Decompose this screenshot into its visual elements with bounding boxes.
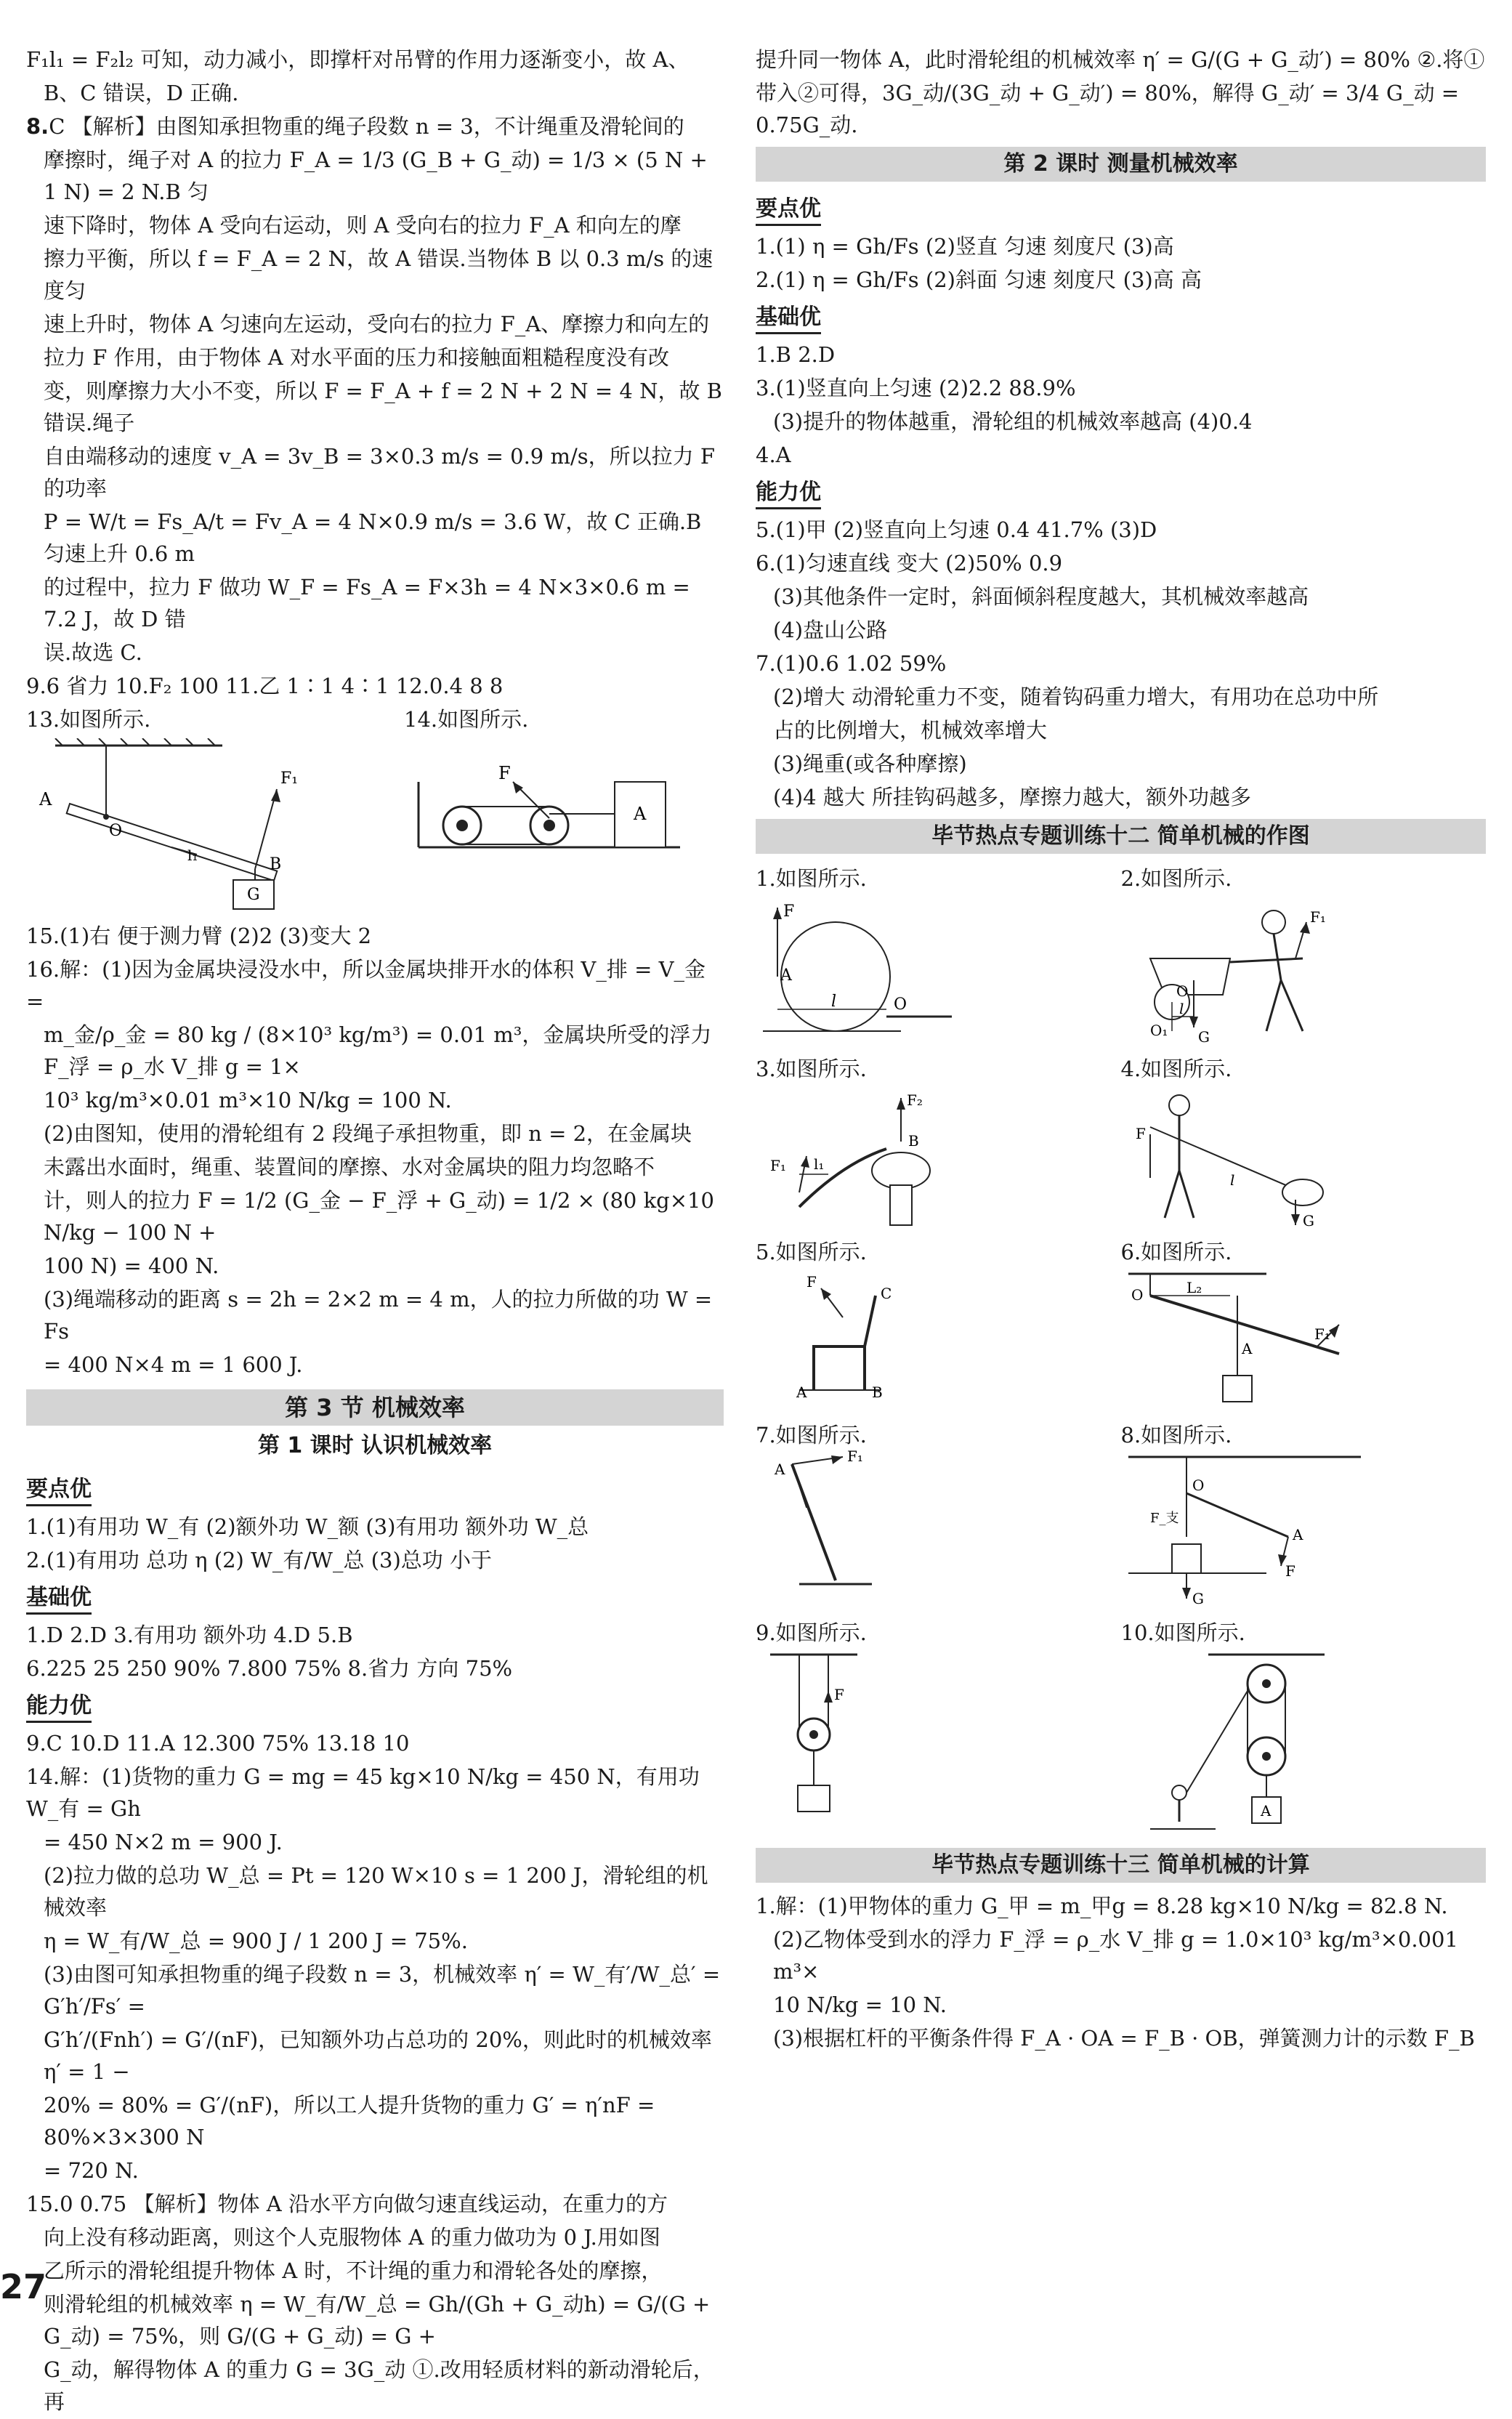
svg-text:A: A	[1292, 1526, 1303, 1543]
subhead-yaodian: 要点优	[26, 1475, 92, 1506]
svg-text:G: G	[247, 886, 260, 904]
caption: 4.如图所示.	[1120, 1057, 1232, 1081]
svg-text:B: B	[270, 855, 282, 873]
text-line: 摩擦时，绳子对 A 的拉力 F_A = 1/3 (G_B + G_动) = 1/3 × (5 N + 1 N) = 2 N.B 匀	[44, 148, 708, 204]
svg-text:O: O	[1192, 1477, 1204, 1494]
svg-text:F_支: F_支	[1149, 1511, 1179, 1526]
text-line: 计，则人的拉力 F = 1/2 (G_金 − F_浮 + G_动) = 1/2 × (80 kg×10 N/kg − 100 N +	[44, 1188, 714, 1245]
chair-diagram-5	[756, 1267, 974, 1405]
svg-text:F: F	[806, 1273, 817, 1291]
caption: 9.如图所示.	[756, 1620, 867, 1645]
svg-text:O₁: O₁	[1149, 1022, 1168, 1039]
text-line: 带入②可得，3G_动/(3G_动 + G_动′) = 80%，解得 G_动′ = 3/4 G_动 = 0.75G_动.	[756, 81, 1460, 137]
text-line: G_动，解得物体 A 的重力 G = 3G_动 ①.改用轻质材料的新动滑轮后，再	[44, 2357, 714, 2414]
svg-text:F: F	[783, 902, 795, 921]
question-number: 8.	[26, 114, 49, 139]
subhead-jichu: 基础优	[756, 303, 821, 334]
special-topic-title: 毕节热点专题训练十三 简单机械的计算	[756, 1848, 1486, 1883]
text-line: 16.解：(1)因为金属块浸没水中，所以金属块排开水的体积 V_排 = V_金 =	[26, 957, 706, 1014]
subhead-yaodian: 要点优	[756, 195, 821, 226]
svg-text:O: O	[109, 822, 123, 840]
svg-text:A: A	[634, 804, 647, 824]
text-line: 误.故选 C.	[44, 640, 142, 665]
wheelbarrow-diagram-2	[1121, 893, 1339, 1046]
text-line: 拉力 F 作用，由于物体 A 对水平面的压力和接触面粗糙程度没有改	[44, 345, 669, 370]
text-line: 1.解：(1)甲物体的重力 G_甲 = m_甲g = 8.28 kg×10 N/kg = 82.8 N.	[756, 1894, 1448, 1918]
text-line: 7.(1)0.6 1.02 59%	[756, 651, 947, 676]
svg-text:G: G	[1197, 1028, 1210, 1046]
svg-text:F₁: F₁	[1314, 1325, 1330, 1343]
text-line: (3)其他条件一定时，斜面倾斜程度越大，其机械效率越高	[773, 584, 1309, 609]
text-line: G′h′/(Fnh′) = G′/(nF)，已知额外功占总功的 20%，则此时的机械效率 η′ = 1 −	[44, 2027, 712, 2084]
lever-diagram-13	[26, 738, 331, 913]
text-line: 擦力平衡，所以 f = F_A = 2 N，故 A 错误.当物体 B 以 0.3 m/s 的速度匀	[44, 246, 713, 303]
svg-text:O: O	[894, 996, 907, 1014]
svg-text:B: B	[908, 1132, 919, 1150]
text-line: 10³ kg/m³×0.01 m³×10 N/kg = 100 N.	[44, 1088, 452, 1112]
text-line: (3)根据杠杆的平衡条件得 F_A · OA = F_B · OB，弹簧测力计的示数 F_B	[773, 2026, 1475, 2051]
svg-text:l₁: l₁	[814, 1155, 825, 1173]
section-title: 第 3 节 机械效率	[26, 1389, 724, 1426]
pump-diagram-3	[756, 1083, 974, 1229]
text-line: (3)提升的物体越重，滑轮组的机械效率越高 (4)0.4	[773, 409, 1253, 434]
right-column	[756, 44, 1486, 2056]
text-line: = 400 N×4 m = 1 600 J.	[44, 1352, 303, 1377]
text-line: 6.(1)匀速直线 变大 (2)50% 0.9	[756, 551, 1063, 576]
text-line: 占的比例增大，机械效率增大	[773, 718, 1048, 743]
svg-text:l: l	[831, 993, 837, 1011]
text-line: 5.(1)甲 (2)竖直向上匀速 0.4 41.7% (3)D	[756, 517, 1157, 542]
text-line: 变，则摩擦力大小不变，所以 F = F_A + f = 2 N + 2 N = 4 N，故 B 错误.绳子	[44, 379, 722, 435]
diagram-grid	[756, 861, 1486, 1842]
pulley-diagram-9	[756, 1647, 974, 1822]
svg-text:F₁: F₁	[1309, 908, 1326, 926]
special-topic-title: 毕节热点专题训练十二 简单机械的作图	[756, 819, 1486, 854]
caption: 1.如图所示.	[756, 866, 867, 891]
subhead-jichu: 基础优	[26, 1583, 92, 1615]
svg-text:G: G	[1302, 1212, 1314, 1229]
caption: 8.如图所示.	[1120, 1423, 1232, 1447]
text-line: 自由端移动的速度 v_A = 3v_B = 3×0.3 m/s = 0.9 m/s，所以拉力 F 的功率	[44, 444, 715, 501]
svg-text:l₁: l₁	[187, 847, 198, 864]
svg-text:F: F	[498, 763, 511, 783]
caption: 6.如图所示.	[1120, 1240, 1232, 1264]
svg-text:l: l	[1179, 1000, 1184, 1017]
text-line: F₁l₁ = F₂l₂ 可知，动力减小，即撑杆对吊臂的作用力逐渐变小，故 A、	[26, 47, 690, 72]
caption: 14.如图所示.	[404, 707, 529, 732]
text-line: (2)增大 动滑轮重力不变，随着钩码重力增大，有用功在总功中所	[773, 684, 1379, 709]
caption: 13.如图所示.	[26, 707, 151, 732]
text-line: (2)拉力做的总功 W_总 = Pt = 120 W×10 s = 1 200 J，滑轮组的机械效率	[44, 1863, 708, 1920]
svg-text:A: A	[780, 966, 792, 985]
text-line: 1.D 2.D 3.有用功 额外功 4.D 5.B	[26, 1623, 353, 1647]
svg-text:F: F	[1135, 1125, 1146, 1142]
text-line: 速上升时，物体 A 匀速向左运动，受向右的拉力 F_A、摩擦力和向左的	[44, 312, 710, 336]
text-line: = 450 N×2 m = 900 J.	[44, 1830, 283, 1854]
text-line: (4)4 越大 所挂钩码越多，摩擦力越大，额外功越多	[773, 785, 1251, 809]
caption: 5.如图所示.	[756, 1240, 867, 1264]
worker-rope-diagram-4	[1121, 1083, 1339, 1229]
caption: 7.如图所示.	[756, 1423, 867, 1447]
svg-text:F₁: F₁	[847, 1450, 863, 1465]
text-line: 的过程中，拉力 F 做功 W_F = Fs_A = F×3h = 4 N×3×0.6 m = 7.2 J，故 D 错	[44, 575, 690, 631]
pulley-diagram-10	[1121, 1647, 1368, 1836]
lesson-title: 第 2 课时 测量机械效率	[756, 147, 1486, 182]
svg-text:l: l	[1229, 1171, 1234, 1189]
text-line: 15.0 0.75 【解析】物体 A 沿水平方向做匀速直线运动，在重力的方	[26, 2192, 668, 2216]
text-line: 乙所示的滑轮组提升物体 A 时，不计绳的重力和滑轮各处的摩擦，	[44, 2258, 663, 2283]
left-column	[26, 44, 724, 2419]
text-line: 9.C 10.D 11.A 12.300 75% 13.18 10	[26, 1731, 410, 1756]
text-line: η = W_有/W_总 = 900 J / 1 200 J = 75%.	[44, 1929, 468, 1953]
text-line: 1.(1)有用功 W_有 (2)额外功 W_额 (3)有用功 额外功 W_总	[26, 1514, 589, 1539]
text-line: (3)由图可知承担物重的绳子段数 n = 3，机械效率 η′ = W_有′/W_总′ = G′h′/Fs′ =	[44, 1962, 721, 2019]
pulley-diagram-14	[404, 738, 695, 869]
text-line: = 720 N.	[44, 2158, 139, 2183]
lever-diagram-6	[1121, 1267, 1368, 1412]
label-A: A	[39, 789, 52, 809]
text-line: 向上没有移动距离，则这个人克服物体 A 的重力做功为 0 J.用如图	[44, 2225, 660, 2250]
svg-text:A: A	[1241, 1340, 1252, 1357]
svg-text:F: F	[1285, 1562, 1295, 1580]
text-line: 1.B 2.D	[756, 342, 836, 367]
svg-text:G: G	[1192, 1590, 1204, 1607]
text-line: 1.(1) η = Gh/Fs (2)竖直 匀速 刻度尺 (3)高	[756, 234, 1174, 259]
text-line: 2.(1) η = Gh/Fs (2)斜面 匀速 刻度尺 (3)高 高	[756, 267, 1202, 292]
text-line: 未露出水面时，绳重、装置间的摩擦、水对金属块的阻力均忽略不	[44, 1155, 655, 1179]
text-line: B、C 错误，D 正确.	[44, 81, 239, 105]
svg-text:F₁: F₁	[280, 770, 299, 788]
text-line: 速下降时，物体 A 受向右运动，则 A 受向右的拉力 F_A 和向左的摩	[44, 213, 682, 238]
svg-text:O: O	[1131, 1286, 1143, 1304]
svg-text:F: F	[834, 1686, 844, 1703]
svg-text:L₂: L₂	[1186, 1279, 1202, 1296]
svg-text:F₂: F₂	[907, 1091, 923, 1109]
text-line: 2.(1)有用功 总功 η (2) W_有/W_总 (3)总功 小于	[26, 1548, 492, 1572]
text-line: (2)乙物体受到水的浮力 F_浮 = ρ_水 V_排 g = 1.0×10³ kg/m³×0.001 m³×	[773, 1927, 1458, 1984]
page-number: 27	[0, 2267, 47, 2306]
text-line: 则滑轮组的机械效率 η = W_有/W_总 = Gh/(Gh + G_动h) = G/(G + G_动) = 75%，则 G/(G + G_动) = G +	[44, 2292, 711, 2349]
svg-text:A: A	[796, 1384, 807, 1401]
svg-text:C: C	[881, 1285, 892, 1302]
subhead-nengli: 能力优	[26, 1692, 92, 1723]
pole-diagram-7	[756, 1450, 974, 1595]
text-line: 9.6 省力 10.F₂ 100 11.乙 1∶1 4∶1 12.0.4 8 8	[26, 674, 504, 698]
lever-diagram-8	[1121, 1450, 1368, 1610]
text-line: 14.解：(1)货物的重力 G = mg = 45 kg×10 N/kg = 450 N，有用功 W_有 = Gh	[26, 1764, 700, 1821]
caption: 2.如图所示.	[1120, 866, 1232, 891]
text-line: 15.(1)右 便于测力臂 (2)2 (3)变大 2	[26, 924, 372, 948]
text-line: 4.A	[756, 443, 791, 467]
lesson-title: 第 1 课时 认识机械效率	[257, 1433, 493, 1458]
text-line: (3)绳重(或各种摩擦)	[773, 751, 967, 776]
text-line: C 【解析】由图知承担物重的绳子段数 n = 3，不计绳重及滑轮间的	[49, 114, 684, 139]
text-line: 100 N) = 400 N.	[44, 1253, 219, 1278]
text-line: (4)盘山公路	[773, 618, 888, 642]
text-line: 3.(1)竖直向上匀速 (2)2.2 88.9%	[756, 376, 1076, 400]
svg-text:B: B	[872, 1384, 883, 1401]
text-line: m_金/ρ_金 = 80 kg / (8×10³ kg/m³) = 0.01 m³，金属块所受的浮力 F_浮 = ρ_水 V_排 g = 1×	[44, 1022, 712, 1079]
subhead-nengli: 能力优	[756, 478, 821, 509]
text-line: (3)绳端移动的距离 s = 2h = 2×2 m = 4 m，人的拉力所做的功 W = Fs	[44, 1287, 713, 1344]
svg-text:O: O	[1176, 982, 1188, 1000]
svg-text:A: A	[775, 1461, 785, 1478]
text-line: 6.225 25 250 90% 7.800 75% 8.省力 方向 75%	[26, 1656, 513, 1681]
svg-text:F₁: F₁	[770, 1157, 786, 1174]
caption: 3.如图所示.	[756, 1057, 867, 1081]
text-line: (2)由图知，使用的滑轮组有 2 段绳子承担物重，即 n = 2，在金属块	[44, 1121, 692, 1146]
text-line: P = W/t = Fs_A/t = Fv_A = 4 N×0.9 m/s = 3.6 W，故 C 正确.B 匀速上升 0.6 m	[44, 509, 702, 566]
caption: 10.如图所示.	[1120, 1620, 1245, 1645]
text-line: 10 N/kg = 10 N.	[773, 1992, 947, 2017]
text-line: 20% = 80% = G′/(nF)，所以工人提升货物的重力 G′ = η′nF = 80%×3×300 N	[44, 2093, 655, 2149]
wheel-step-diagram-1	[756, 893, 974, 1046]
svg-text:A: A	[1260, 1802, 1271, 1820]
text-line: 提升同一物体 A，此时滑轮组的机械效率 η′ = G/(G + G_动′) = 80% ②.将①	[756, 47, 1485, 72]
